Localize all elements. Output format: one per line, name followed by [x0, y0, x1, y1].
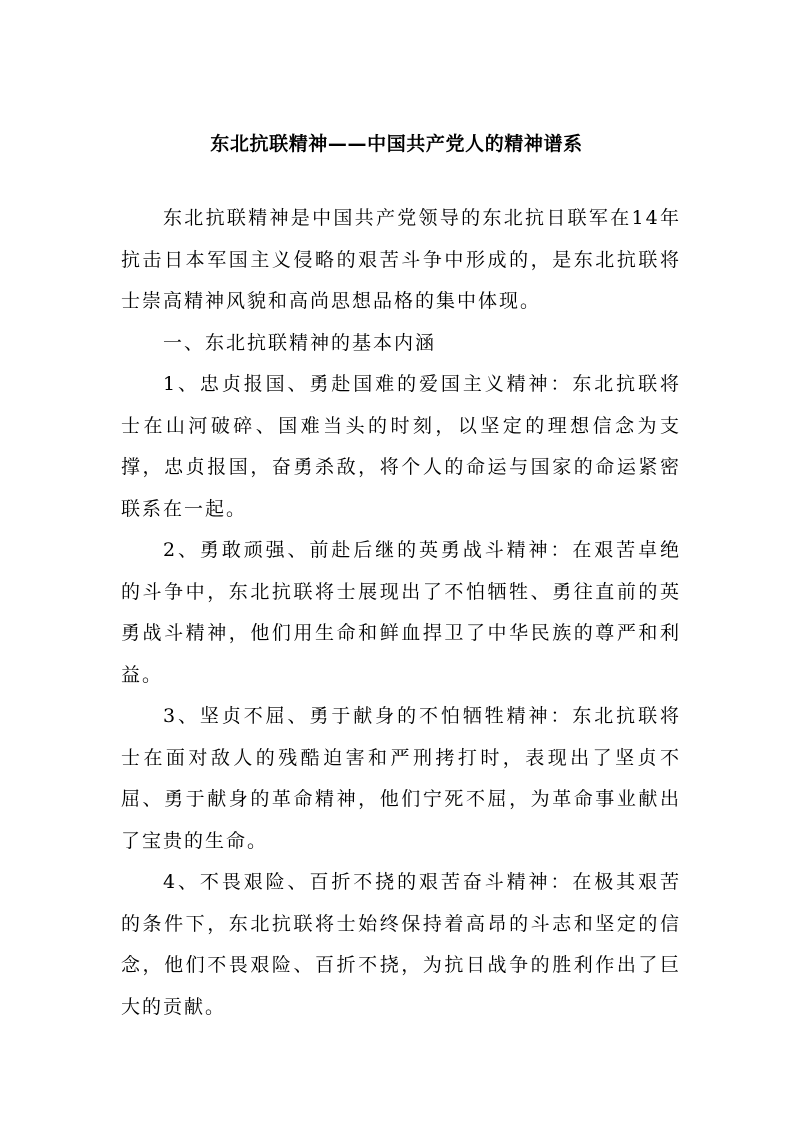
content-paragraph-3: 3、坚贞不屈、勇于献身的不怕牺牲精神：东北抗联将士在面对敌人的残酷迫害和严刑拷打时，表现出了坚贞不屈、勇于献身的革命精神，他们宁死不屈，为革命事业献出了宝贵的生命。	[121, 705, 681, 852]
intro-paragraph: 东北抗联精神是中国共产党领导的东北抗日联军在14年抗击日本军国主义侵略的艰苦斗争中形成的，是东北抗联将士崇高精神风貌和高尚思想品格的集中体现。	[121, 207, 681, 312]
section-heading: 一、东北抗联精神的基本内涵	[163, 331, 437, 354]
document-title: 东北抗联精神——中国共产党人的精神谱系	[210, 133, 583, 155]
content-paragraph-1: 1、忠贞报国、勇赴国难的爱国主义精神：东北抗联将士在山河破碎、国难当头的时刻，以坚定的理想信念为支撑，忠贞报国，奋勇杀敌，将个人的命运与国家的命运紧密联系在一起。	[121, 373, 681, 520]
content-paragraph-4: 4、不畏艰险、百折不挠的艰苦奋斗精神：在极其艰苦的条件下，东北抗联将士始终保持着高昂的斗志和坚定的信念，他们不畏艰险、百折不挠，为抗日战争的胜利作出了巨大的贡献。	[121, 871, 681, 1018]
content-paragraph-2: 2、勇敢顽强、前赴后继的英勇战斗精神：在艰苦卓绝的斗争中，东北抗联将士展现出了不怕牺牲、勇往直前的英勇战斗精神，他们用生命和鲜血捍卫了中华民族的尊严和利益。	[121, 539, 681, 686]
document-body	[121, 198, 681, 1028]
